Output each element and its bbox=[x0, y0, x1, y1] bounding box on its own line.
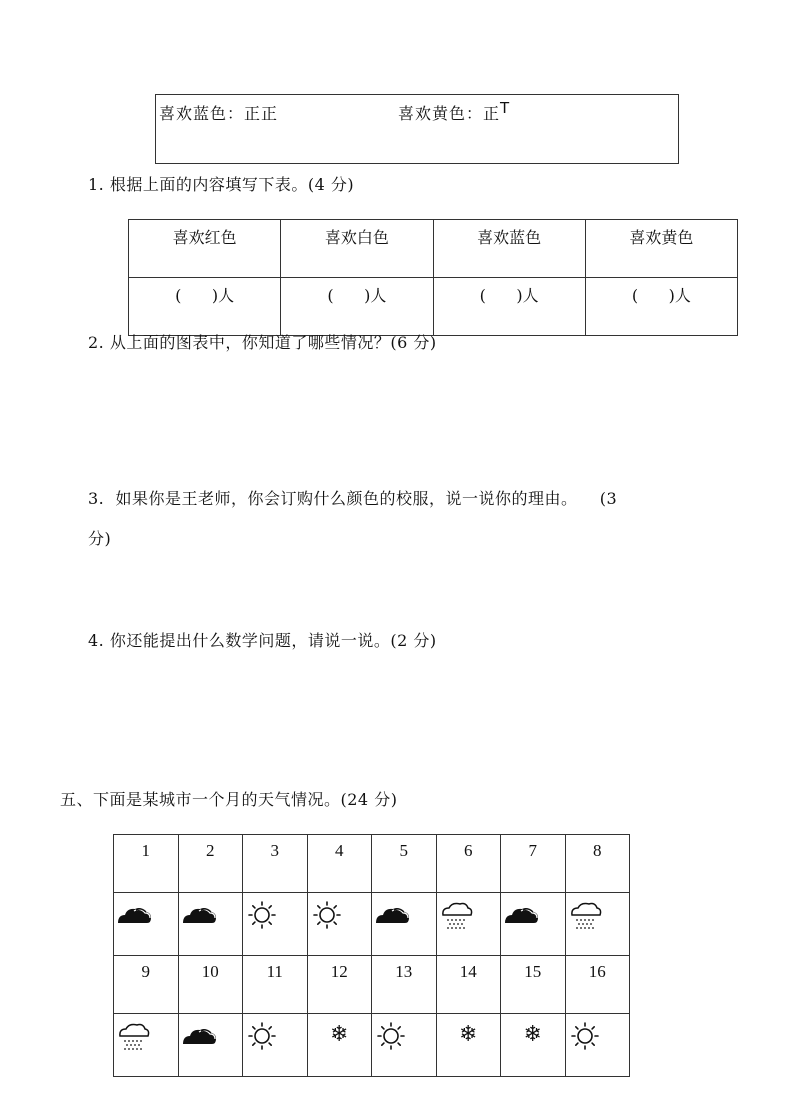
day-5: 5 bbox=[372, 835, 437, 893]
tally-blue: 喜欢蓝色：正正 bbox=[159, 104, 279, 123]
weather-cell bbox=[307, 1014, 372, 1077]
header-blue: 喜欢蓝色 bbox=[433, 220, 585, 278]
day-15: 15 bbox=[501, 956, 566, 1014]
weather-days-row-2 bbox=[114, 956, 630, 1014]
question-3-line1: 3. 如果你是王老师，你会订购什么颜色的校服，说一说你的理由。 (3 bbox=[88, 489, 618, 508]
snow-icon: ❄ bbox=[330, 1022, 349, 1047]
color-table bbox=[128, 219, 738, 336]
tally-yellow bbox=[398, 101, 510, 124]
sunny-icon bbox=[566, 1018, 604, 1054]
weather-table bbox=[113, 834, 630, 1077]
tally-yellow-extra: T bbox=[500, 99, 511, 117]
cloudy-icon bbox=[114, 897, 152, 933]
question-1: 1. 根据上面的内容填写下表。(4 分) bbox=[88, 175, 355, 194]
weather-icons-row-2 bbox=[114, 1014, 630, 1077]
day-12: 12 bbox=[307, 956, 372, 1014]
day-10: 10 bbox=[178, 956, 243, 1014]
sunny-icon bbox=[243, 897, 281, 933]
day-13: 13 bbox=[372, 956, 437, 1014]
blank-red[interactable]: ( )人 bbox=[129, 278, 281, 336]
day-7: 7 bbox=[501, 835, 566, 893]
tally-box bbox=[155, 94, 679, 164]
weather-cell bbox=[436, 893, 501, 956]
blank-blue[interactable]: ( )人 bbox=[433, 278, 585, 336]
header-red: 喜欢红色 bbox=[129, 220, 281, 278]
weather-cell bbox=[178, 893, 243, 956]
weather-cell bbox=[114, 1014, 179, 1077]
cloudy-icon bbox=[501, 897, 539, 933]
sunny-icon bbox=[308, 897, 346, 933]
day-16: 16 bbox=[565, 956, 630, 1014]
weather-cell bbox=[565, 1014, 630, 1077]
color-table-header-row bbox=[129, 220, 738, 278]
rainy-icon bbox=[437, 897, 475, 933]
blank-white[interactable]: ( )人 bbox=[281, 278, 433, 336]
weather-cell bbox=[372, 1014, 437, 1077]
sunny-icon bbox=[372, 1018, 410, 1054]
header-white: 喜欢白色 bbox=[281, 220, 433, 278]
day-14: 14 bbox=[436, 956, 501, 1014]
weather-cell bbox=[307, 893, 372, 956]
snow-icon: ❄ bbox=[459, 1022, 478, 1047]
weather-icons-row-1 bbox=[114, 893, 630, 956]
weather-cell bbox=[114, 893, 179, 956]
rainy-icon bbox=[566, 897, 604, 933]
day-1: 1 bbox=[114, 835, 179, 893]
weather-cell bbox=[501, 893, 566, 956]
day-3: 3 bbox=[243, 835, 308, 893]
blank-yellow[interactable]: ( )人 bbox=[585, 278, 737, 336]
weather-cell bbox=[243, 1014, 308, 1077]
cloudy-icon bbox=[179, 1018, 217, 1054]
weather-cell bbox=[243, 893, 308, 956]
day-8: 8 bbox=[565, 835, 630, 893]
question-4: 4. 你还能提出什么数学问题，请说一说。(2 分) bbox=[88, 631, 437, 650]
snow-icon: ❄ bbox=[523, 1022, 542, 1047]
weather-cell bbox=[436, 1014, 501, 1077]
day-9: 9 bbox=[114, 956, 179, 1014]
weather-days-row-1 bbox=[114, 835, 630, 893]
day-2: 2 bbox=[178, 835, 243, 893]
day-4: 4 bbox=[307, 835, 372, 893]
weather-cell bbox=[565, 893, 630, 956]
question-3-line2: 分) bbox=[88, 529, 112, 548]
rainy-icon bbox=[114, 1018, 152, 1054]
day-6: 6 bbox=[436, 835, 501, 893]
weather-cell bbox=[178, 1014, 243, 1077]
sunny-icon bbox=[243, 1018, 281, 1054]
weather-cell bbox=[372, 893, 437, 956]
header-yellow: 喜欢黄色 bbox=[585, 220, 737, 278]
question-2: 2. 从上面的图表中，你知道了哪些情况？(6 分) bbox=[88, 333, 437, 352]
color-table-blank-row bbox=[129, 278, 738, 336]
day-11: 11 bbox=[243, 956, 308, 1014]
tally-yellow-label: 喜欢黄色：正 bbox=[398, 104, 501, 123]
section-5-title: 五、下面是某城市一个月的天气情况。(24 分) bbox=[60, 790, 398, 809]
cloudy-icon bbox=[372, 897, 410, 933]
weather-cell bbox=[501, 1014, 566, 1077]
cloudy-icon bbox=[179, 897, 217, 933]
